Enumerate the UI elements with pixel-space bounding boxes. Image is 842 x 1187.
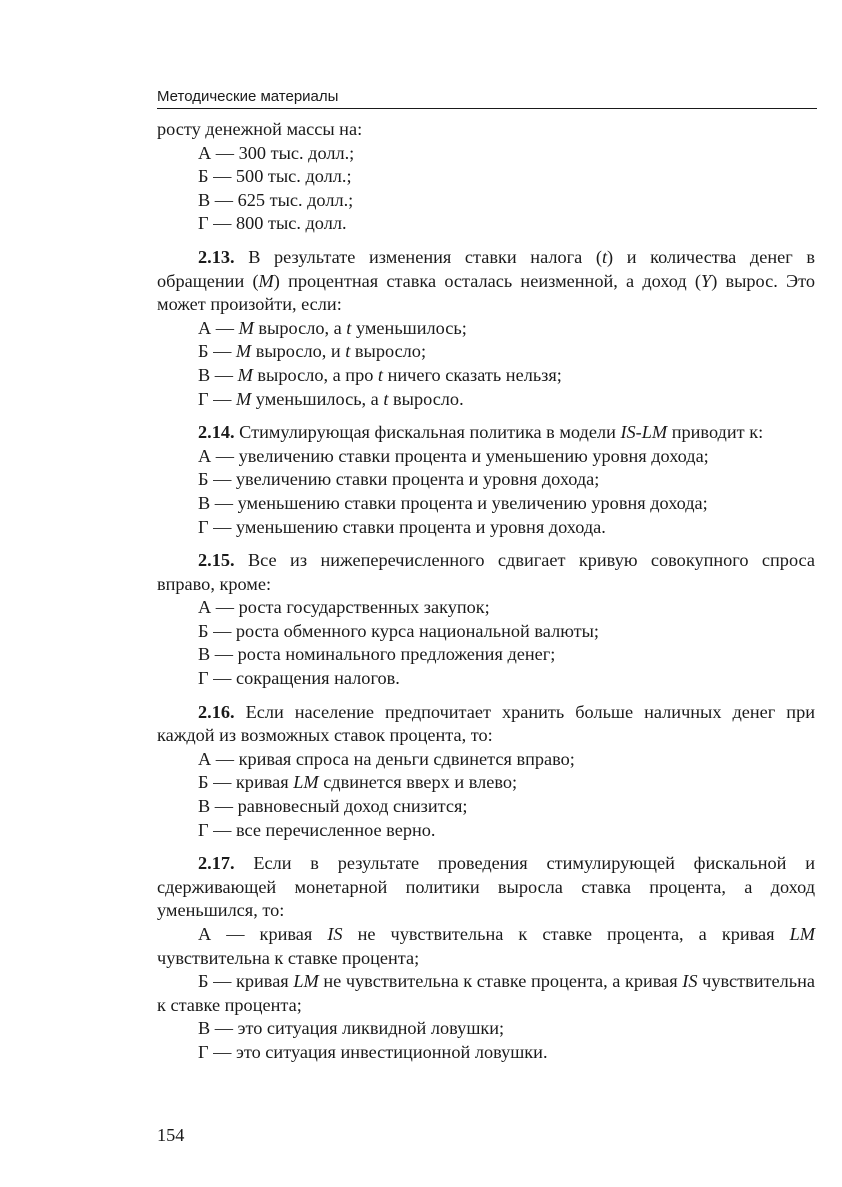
question-2-15: 2.15. Все из нижеперечисленного сдвигает кривую совокупного спроса вправо, кроме: bbox=[157, 550, 815, 594]
question-2-13: 2.13. В результате изменения ставки налога (t) и количества денег в обращении (M) процентная ставка осталась неизменной, а доход (Y) вырос. Это может произойти, если: bbox=[157, 246, 815, 315]
q217-option-d: Г — это ситуация инвестиционной ловушки. bbox=[198, 1041, 548, 1062]
intro-option-d: Г — 800 тыс. долл. bbox=[198, 213, 347, 234]
page-number: 154 bbox=[157, 1125, 185, 1145]
q216-option-c: В — равновесный доход снизится; bbox=[198, 796, 468, 817]
q213-option-a: А — M выросло, а t уменьшилось; bbox=[198, 317, 467, 338]
running-header: Методические материалы bbox=[157, 88, 339, 105]
question-2-17: 2.17. Если в результате проведения стимулирующей фискальной и сдерживающей монетарной политики выросла ставка процента, а доход уменьшился, то: bbox=[157, 853, 815, 921]
intro-option-a: А — 300 тыс. долл.; bbox=[198, 142, 355, 163]
q213-option-c: В — M выросло, а про t ничего сказать нельзя; bbox=[198, 364, 562, 385]
q215-option-a: А — роста государственных закупок; bbox=[198, 597, 490, 618]
q213-option-b: Б — M выросло, и t выросло; bbox=[198, 341, 427, 362]
page-content bbox=[157, 118, 815, 1065]
q216-option-a: А — кривая спроса на деньги сдвинется вправо; bbox=[198, 748, 575, 769]
question-2-16: 2.16. Если население предпочитает хранить больше наличных денег при каждой из возможных ставок процента, то: bbox=[157, 701, 815, 746]
intro-text: росту денежной массы на: bbox=[157, 119, 363, 139]
question-number: 2.16. bbox=[198, 701, 235, 722]
q214-option-a: А — увеличению ставки процента и уменьшению уровня дохода; bbox=[198, 445, 709, 466]
q216-option-b: Б — кривая LM сдвинется вверх и влево; bbox=[198, 772, 518, 793]
question-2-14: 2.14. Стимулирующая фискальная политика в модели IS-LM приводит к: bbox=[198, 422, 764, 443]
header-rule bbox=[157, 108, 817, 109]
q214-option-c: В — уменьшению ставки процента и увеличению уровня дохода; bbox=[198, 492, 708, 513]
question-number: 2.17. bbox=[198, 853, 235, 874]
intro-option-b: Б — 500 тыс. долл.; bbox=[198, 166, 352, 187]
q217-option-a: А — кривая IS не чувствительна к ставке процента, а кривая LM чувствительна к ставке процента; bbox=[157, 924, 815, 968]
q214-option-d: Г — уменьшению ставки процента и уровня дохода. bbox=[198, 516, 606, 537]
q217-option-c: В — это ситуация ликвидной ловушки; bbox=[198, 1018, 505, 1039]
q214-option-b: Б — увеличению ставки процента и уровня дохода; bbox=[198, 469, 600, 490]
question-number: 2.13. bbox=[198, 246, 235, 267]
q215-option-d: Г — сокращения налогов. bbox=[198, 668, 400, 689]
intro-option-c: В — 625 тыс. долл.; bbox=[198, 189, 354, 210]
q215-option-c: В — роста номинального предложения денег; bbox=[198, 644, 556, 665]
q213-option-d: Г — M уменьшилось, а t выросло. bbox=[198, 388, 464, 409]
q216-option-d: Г — все перечисленное верно. bbox=[198, 819, 436, 840]
question-number: 2.15. bbox=[198, 550, 235, 571]
q215-option-b: Б — роста обменного курса национальной валюты; bbox=[198, 620, 599, 641]
q217-option-b: Б — кривая LM не чувствительна к ставке процента, а кривая IS чувствительна к ставке процента; bbox=[157, 971, 815, 1015]
question-number: 2.14. bbox=[198, 422, 235, 443]
